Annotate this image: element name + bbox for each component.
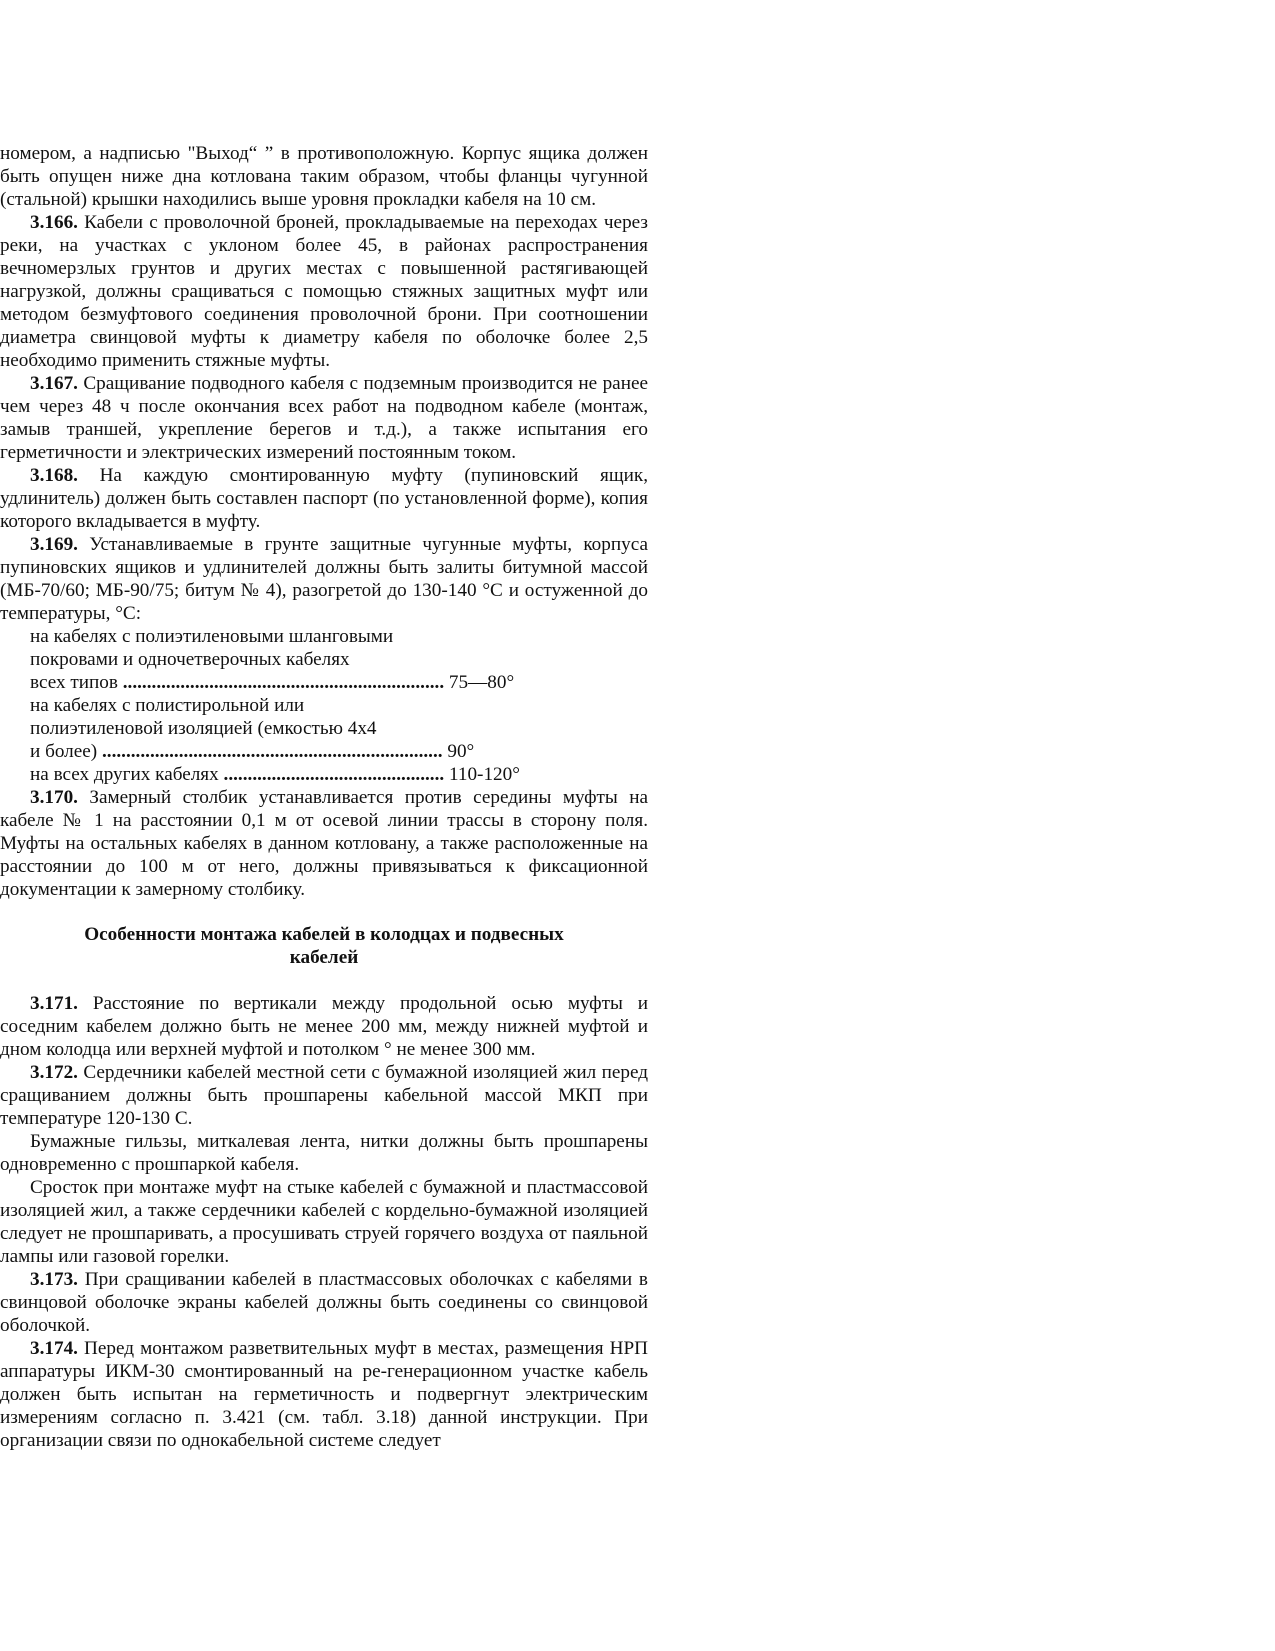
paragraph-text: Перед монтажом разветвительных муфт в местах, размещения НРП аппаратуры ИКМ-30 смонтированный на ре-генерационном участке кабель должен быть испытан на герметичность и подвергнут электрическим измерениям согласно п. 3.421 (см. табл. 3.18) данной инструкции. При организации связи по однокабельной системе следует <box>0 1338 648 1451</box>
temperature-item-label: всех типов <box>30 672 123 693</box>
paragraph-text: Бумажные гильзы, миткалевая лента, нитки должны быть прошпарены одновременно с прошпаркой кабеля. <box>0 1131 648 1175</box>
temperature-item-label: на всех других кабелях <box>30 764 224 785</box>
section-heading-line: кабелей <box>289 947 359 968</box>
paragraph-text: На каждую смонтированную муфту (пупиновский ящик, удлинитель) должен быть составлен паспорт (по установленной форме), копия которого вкладывается в муфту. <box>0 465 648 532</box>
paragraph-3-169 <box>0 533 648 625</box>
temperature-list <box>0 625 648 786</box>
paragraph-3-174 <box>0 1337 648 1452</box>
temperature-item-value: 90° <box>442 741 475 762</box>
temperature-item-line: на кабелях с полистирольной или <box>30 695 305 716</box>
paragraph-3-172 <box>0 1061 648 1130</box>
paragraph-3-168 <box>0 464 648 533</box>
temperature-item-line: покровами и одночетверочных кабелях <box>30 649 350 670</box>
paragraph-number: 3.169. <box>30 534 78 555</box>
paragraph-3-166 <box>0 211 648 372</box>
paragraph-number: 3.170. <box>30 787 78 808</box>
paragraph-text: Сросток при монтаже муфт на стыке кабелей с бумажной и пластмассовой изоляцией жил, а также сердечники кабелей с кордельно-бумажной изоляцией следует не прошпаривать, а просушивать струей горячего воздуха от паяльной лампы или газовой горелки. <box>0 1177 648 1267</box>
paragraph-text: Замерный столбик устанавливается против середины муфты на кабеле № 1 на расстоянии 0,1 м от осевой линии трассы в сторону поля. Муфты на остальных кабелях в данном котловану, а также расположенные на расстоянии до 100 м от него, должны привязываться к фиксационной документации к замерному столбику. <box>0 787 648 900</box>
paragraph-3-172-gilzy <box>0 1130 648 1176</box>
temperature-item-line: на кабелях с полиэтиленовыми шланговыми <box>30 626 394 647</box>
paragraph-text: Сращивание подводного кабеля с подземным производится не ранее чем через 48 ч после окончания всех работ на подводном кабеле (монтаж, замыв траншей, укрепление берегов и т.д.), а также испытания его герметичности и электрических измерений постоянным током. <box>0 373 648 463</box>
leader-dots: ....................................................................... <box>101 741 443 762</box>
paragraph-number: 3.168. <box>30 465 78 486</box>
temperature-item-entry <box>30 763 648 786</box>
temperature-item-line: полиэтиленовой изоляцией (емкостью 4х4 <box>30 718 377 739</box>
paragraph-text: Кабели с проволочной броней, прокладываемые на переходах через реки, на участках с уклоном более 45, в районах распространения вечномерзлых грунтов и других местах с повышенной растягивающей нагрузкой, должны сращиваться с помощью стяжных защитных муфт или методом безмуфтового соединения проволочной брони. При соотношении диаметра свинцовой муфты к диаметру кабеля по оболочке более 2,5 необходимо применить стяжные муфты. <box>0 212 648 371</box>
paragraph-text: Устанавливаемые в грунте защитные чугунные муфты, корпуса пупиновских ящиков и удлинителей должны быть залиты битумной массой (МБ-70/60; МБ-90/75; битум № 4), разогретой до 130-140 °С и остуженной до температуры, °С: <box>0 534 648 624</box>
paragraph-3-171 <box>0 992 648 1061</box>
section-heading <box>0 923 648 969</box>
paragraph-number: 3.166. <box>30 212 78 233</box>
paragraph-3-173 <box>0 1268 648 1337</box>
paragraph-number: 3.171. <box>30 993 78 1014</box>
paragraph-3-172-srostok <box>0 1176 648 1268</box>
paragraph-number: 3.174. <box>30 1338 78 1359</box>
leader-dots: ................................................................... <box>122 672 445 693</box>
temperature-item-label: и более) <box>30 741 102 762</box>
temperature-item-value: 75—80° <box>444 672 515 693</box>
paragraph-number: 3.173. <box>30 1269 78 1290</box>
paragraph-text: Расстояние по вертикали между продольной осью муфты и соседним кабелем должно быть не менее 200 мм, между нижней муфтой и дном колодца или верхней муфтой и потолком ° не менее 300 мм. <box>0 993 648 1060</box>
paragraph-text: При сращивании кабелей в пластмассовых оболочках с кабелями в свинцовой оболочке экраны кабелей должны быть соединены со свинцовой оболочкой. <box>0 1269 648 1336</box>
temperature-item-entry <box>30 671 648 694</box>
paragraph-number: 3.172. <box>30 1062 78 1083</box>
paragraph-3-167 <box>0 372 648 464</box>
paragraph-continued: номером, а надписью "Выход“ ” в противоположную. Корпус ящика должен быть опущен ниже дна котлована таким образом, чтобы фланцы чугунной (стальной) крышки находились выше уровня прокладки кабеля на 10 см. <box>0 143 648 210</box>
temperature-item-entry <box>30 740 648 763</box>
leader-dots: .............................................. <box>223 764 445 785</box>
paragraph-text: Сердечники кабелей местной сети с бумажной изоляцией жил перед сращиванием должны быть прошпарены кабельной массой МКП при температуре 120-130 С. <box>0 1062 648 1129</box>
paragraph-3-170 <box>0 786 648 901</box>
paragraph-number: 3.167. <box>30 373 78 394</box>
document-page <box>0 142 648 1452</box>
section-heading-line: Особенности монтажа кабелей в колодцах и подвесных <box>84 924 564 945</box>
temperature-item-value: 110-120° <box>444 764 520 785</box>
